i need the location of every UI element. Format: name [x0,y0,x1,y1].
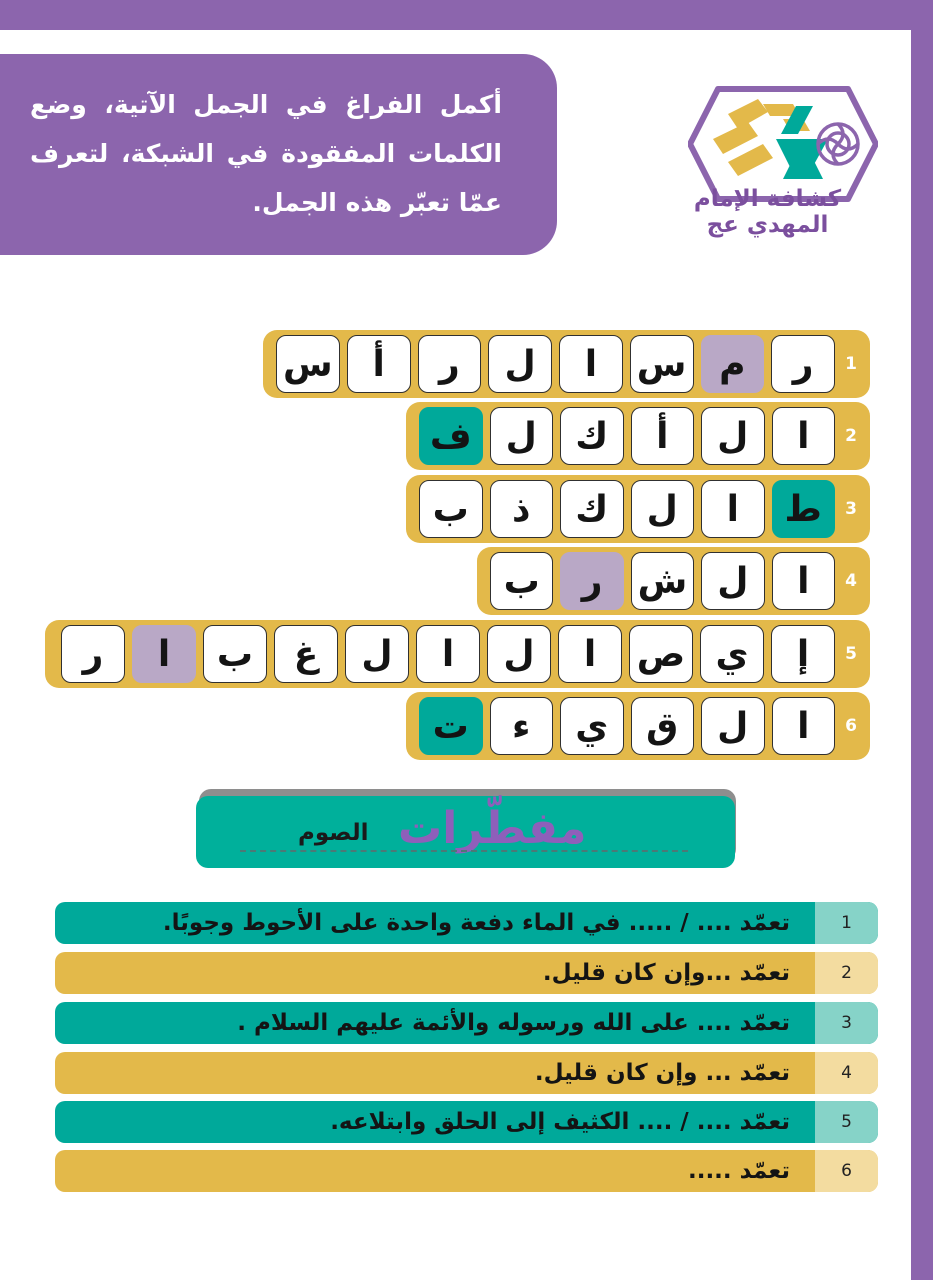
question-row-4 [55,1052,878,1094]
title-main: مفطّرات [398,803,587,854]
grid-cell[interactable]: ل [345,625,409,683]
grid-cell[interactable]: أ [347,335,411,393]
title-sub: الصوم [298,820,369,846]
title-dashed-line [240,850,688,852]
question-row-1 [55,902,878,944]
grid-cell[interactable]: ل [701,407,765,465]
question-number: 3 [815,1002,878,1044]
grid-cell[interactable]: ر [418,335,482,393]
grid-cell[interactable]: ر [61,625,125,683]
grid-cell[interactable]: ا [132,625,196,683]
grid-row-2 [406,402,870,470]
grid-cell[interactable]: ذ [490,480,554,538]
grid-cell[interactable]: م [701,335,765,393]
grid-cell[interactable]: س [630,335,694,393]
grid-cell[interactable]: ك [560,407,624,465]
question-number: 6 [815,1150,878,1192]
grid-row-number: 4 [845,571,857,591]
grid-cell[interactable]: ش [631,552,694,610]
grid-cell[interactable]: ا [701,480,765,538]
grid-cell[interactable]: ق [631,697,695,755]
instruction-text: أكمل الفراغ في الجمل الآتية، وضع الكلمات المفقودة في الشبكة، لتعرف عمّا تعبّر هذه الجمل. [30,90,502,217]
question-row-2 [55,952,878,994]
grid-cell[interactable]: ل [487,625,551,683]
grid-cell[interactable]: ب [419,480,483,538]
grid-row-number: 2 [845,426,857,446]
grid-cell[interactable]: ل [701,552,764,610]
grid-cell[interactable]: ت [419,697,483,755]
grid-cell[interactable]: ك [560,480,624,538]
question-number: 4 [815,1052,878,1094]
grid-cell[interactable]: ل [631,480,695,538]
question-text: تعمّد ..... [687,1158,790,1184]
grid-row-number: 5 [845,644,857,664]
top-frame-bar [0,0,933,30]
grid-cell[interactable]: ا [559,335,623,393]
question-text: تعمّد ... وإن كان قليل. [534,1060,790,1086]
grid-cell[interactable]: ي [700,625,764,683]
grid-cell[interactable]: ص [629,625,693,683]
grid-cell[interactable]: أ [631,407,695,465]
grid-cell[interactable]: إ [771,625,835,683]
grid-row-number: 1 [845,354,857,374]
right-frame-bar [911,0,933,1280]
grid-cell[interactable]: س [276,335,340,393]
question-row-3 [55,1002,878,1044]
grid-cell[interactable]: ا [772,697,836,755]
question-row-5 [55,1101,878,1143]
grid-row-number: 3 [845,499,857,519]
instruction-box [0,54,557,255]
grid-cell[interactable]: ا [772,407,836,465]
grid-cell[interactable]: ب [203,625,267,683]
question-number: 1 [815,902,878,944]
grid-cell[interactable]: ر [560,552,623,610]
question-text: تعمّد ...وإن كان قليل. [542,960,790,986]
grid-cell[interactable]: ل [701,697,765,755]
grid-cell[interactable]: ف [419,407,483,465]
question-text: تعمّد .... على الله ورسوله والأئمة عليهم السلام . [237,1010,790,1036]
grid-cell[interactable]: ب [490,552,553,610]
grid-cell[interactable]: ر [771,335,835,393]
question-text: تعمّد .... / .... الكثيف إلى الحلق وابتلاعه. [330,1109,790,1135]
question-number: 5 [815,1101,878,1143]
grid-cell[interactable]: ل [488,335,552,393]
grid-row-4 [477,547,870,615]
question-number: 2 [815,952,878,994]
question-row-6 [55,1150,878,1192]
grid-row-6 [406,692,870,760]
question-text: تعمّد .... / ..... في الماء دفعة واحدة على الأحوط وجوبًا. [162,910,790,936]
grid-row-1 [263,330,870,398]
grid-row-number: 6 [845,716,857,736]
grid-row-3 [406,475,870,543]
logo-caption: كشافة الإمام المهدي عج [693,186,842,238]
grid-cell[interactable]: غ [274,625,338,683]
grid-cell[interactable]: ا [558,625,622,683]
grid-cell[interactable]: ا [772,552,835,610]
grid-cell[interactable]: ط [772,480,836,538]
grid-cell[interactable]: ء [490,697,554,755]
grid-cell[interactable]: ي [560,697,624,755]
grid-cell[interactable]: ا [416,625,480,683]
grid-cell[interactable]: ل [490,407,554,465]
grid-row-5 [45,620,870,688]
